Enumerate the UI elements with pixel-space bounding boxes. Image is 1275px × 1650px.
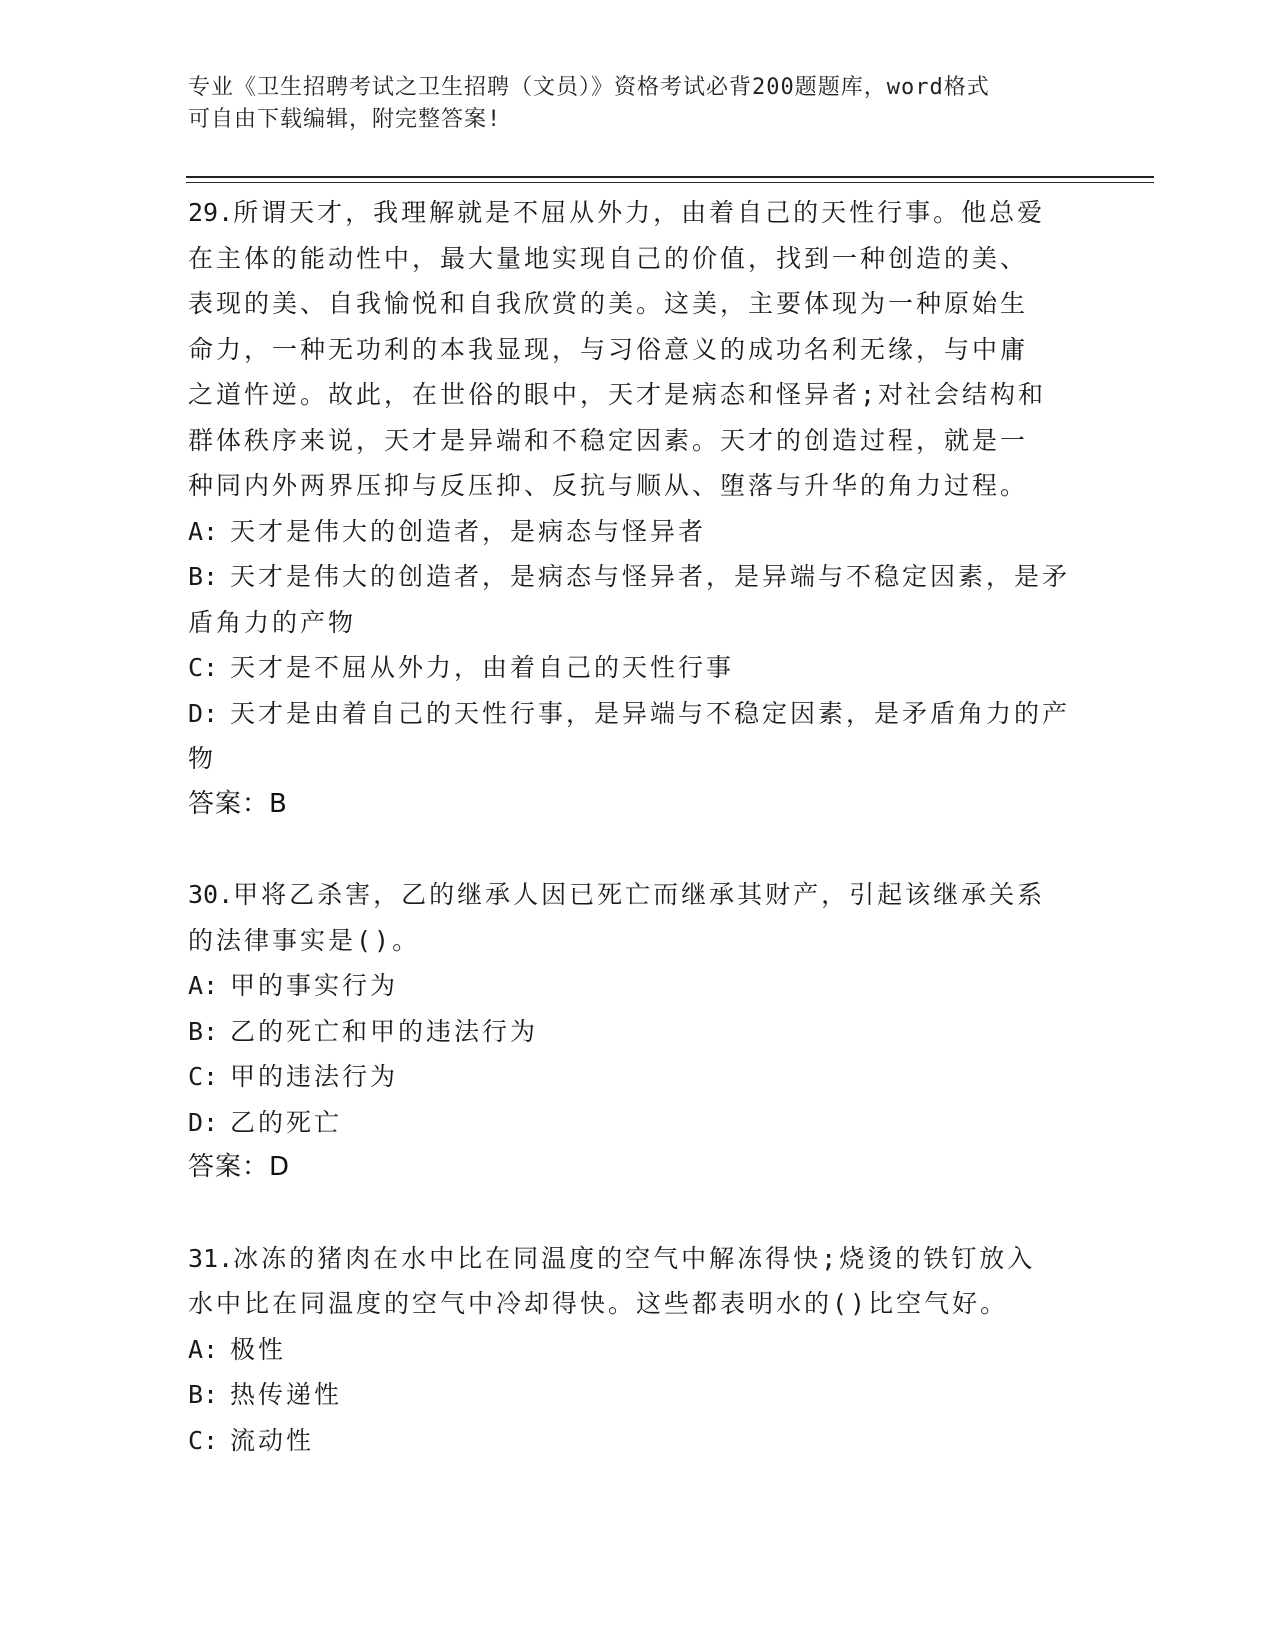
header-title-line-2: 可自由下载编辑，附完整答案! (188, 107, 502, 132)
stem-line: 水中比在同温度的空气中冷却得快。这些都表明水的()比空气好。 (188, 1289, 1009, 1318)
question-31 (188, 1236, 1088, 1464)
option-d (188, 1100, 1088, 1146)
question-number: 29. (188, 198, 234, 227)
question-spacer (188, 1191, 1088, 1236)
option-key: B: (188, 562, 219, 591)
option-c (188, 645, 1088, 691)
option-text: 天才是由着自己的天性行事，是异端与不稳定因素，是矛盾角力的产物 (188, 698, 1071, 773)
option-a (188, 963, 1088, 1009)
option-d (188, 691, 1088, 782)
option-a (188, 509, 1088, 555)
option-text: 天才是伟大的创造者，是病态与怪异者，是异端与不稳定因素，是矛盾角力的产物 (188, 562, 1071, 637)
option-text: 甲的事实行为 (230, 971, 399, 1000)
stem-line: 甲将乙杀害，乙的继承人因已死亡而继承其财产，引起该继承关系 (233, 880, 1046, 909)
answer-label: 答案：D (188, 1152, 291, 1182)
option-a (188, 1327, 1088, 1373)
option-text: 天才是伟大的创造者，是病态与怪异者 (230, 516, 707, 546)
stem-line: 种同内外两界压抑与反压抑、反抗与顺从、堕落与升华的角力过程。 (188, 471, 1029, 500)
question-stem (188, 190, 1088, 236)
option-key: B: (188, 1016, 219, 1046)
option-text: 乙的死亡和甲的违法行为 (230, 1016, 539, 1046)
answer-label: 答案：B (188, 788, 288, 819)
option-text: 流动性 (230, 1425, 315, 1455)
option-b (188, 1009, 1088, 1055)
option-key: D: (188, 1107, 219, 1137)
stem-line: 的法律事实是()。 (188, 925, 421, 955)
question-29 (188, 190, 1088, 827)
option-key: B: (188, 1380, 219, 1409)
stem-line: 群体秩序来说，天才是异端和不稳定因素。天才的创造过程，就是一 (188, 425, 1029, 455)
option-b (188, 554, 1088, 645)
header-rule-thin (186, 182, 1154, 183)
option-c (188, 1418, 1088, 1464)
option-text: 极性 (230, 1334, 287, 1364)
stem-line: 所谓天才，我理解就是不屈从外力，由着自己的天性行事。他总爱 (233, 198, 1046, 227)
question-stem (188, 1236, 1088, 1282)
option-key: C: (188, 1425, 219, 1455)
option-text: 乙的死亡 (230, 1107, 343, 1137)
option-b (188, 1372, 1088, 1418)
option-c (188, 1054, 1088, 1100)
stem-line: 之道忤逆。故此，在世俗的眼中，天才是病态和怪异者;对社会结构和 (188, 380, 1047, 409)
option-key: A: (188, 1334, 219, 1364)
option-key: C: (188, 653, 219, 682)
option-key: D: (188, 698, 219, 728)
stem-line: 表现的美、自我愉悦和自我欣赏的美。这美，主要体现为一种原始生 (188, 289, 1029, 318)
option-text: 热传递性 (230, 1380, 343, 1409)
stem-line: 命力，一种无功利的本我显现，与习俗意义的成功名利无缘，与中庸 (188, 334, 1029, 364)
stem-line: 冰冻的猪肉在水中比在同温度的空气中解冻得快;烧烫的铁钉放入 (233, 1243, 1036, 1273)
option-key: C: (188, 1062, 219, 1091)
option-key: A: (188, 516, 219, 546)
header-rule-thick (186, 176, 1154, 178)
page-header (188, 72, 1088, 136)
question-number: 31. (188, 1243, 234, 1273)
question-30 (188, 872, 1088, 1191)
option-key: A: (188, 971, 219, 1000)
option-text: 甲的违法行为 (230, 1062, 399, 1091)
question-list (188, 190, 1088, 1463)
stem-line: 在主体的能动性中，最大量地实现自己的价值，找到一种创造的美、 (188, 243, 1029, 273)
header-title-line-1: 专业《卫生招聘考试之卫生招聘（文员）》资格考试必背200题题库，word格式 (188, 75, 990, 100)
option-text: 天才是不屈从外力，由着自己的天性行事 (230, 653, 735, 682)
question-stem (188, 872, 1088, 918)
question-number: 30. (188, 880, 234, 909)
question-spacer (188, 827, 1088, 872)
